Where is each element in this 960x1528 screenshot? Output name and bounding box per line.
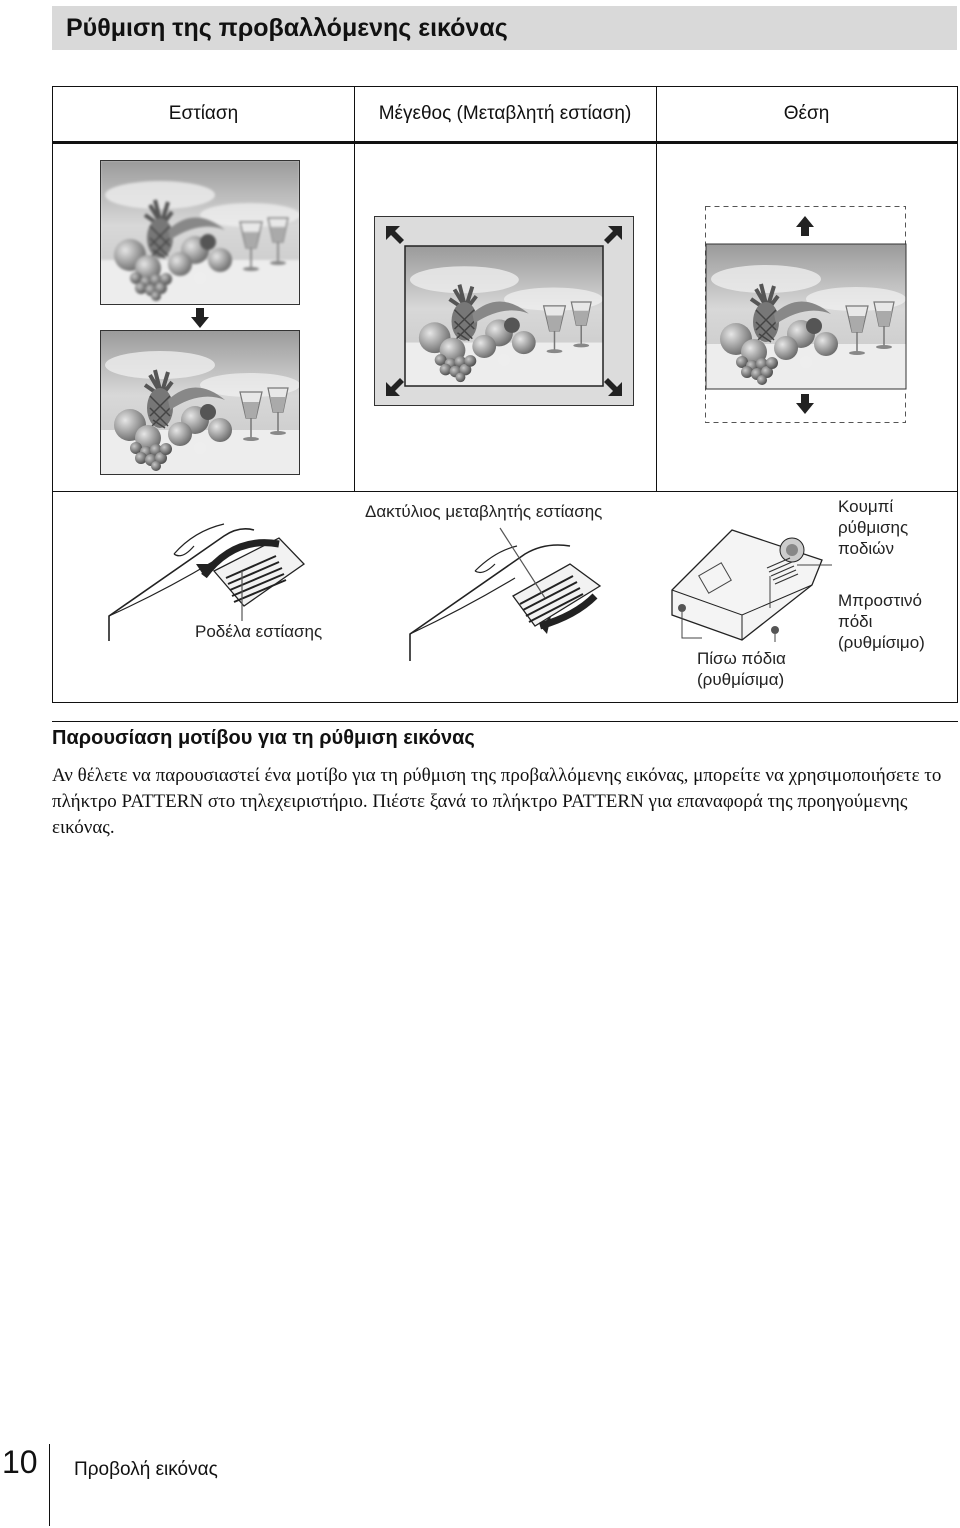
page-number: 10 <box>2 1444 38 1480</box>
position-photo <box>705 206 907 424</box>
row-divider <box>53 491 957 492</box>
zoom-ring-illustration <box>405 516 620 666</box>
column-header-focus: Εστίαση <box>53 87 354 144</box>
arrow-down-icon <box>796 394 814 414</box>
foot-button-label: Κουμπί ρύθμισης ποδιών <box>838 497 909 558</box>
blurry-photo <box>100 160 300 305</box>
arrow-up-icon <box>796 216 814 236</box>
rear-feet-label: Πίσω πόδια (ρυθμίσιμα) <box>697 649 786 689</box>
focus-ring-label: Ροδέλα εστίασης <box>195 622 323 641</box>
zoom-photo <box>374 216 634 406</box>
footer-section-name: Προβολή εικόνας <box>74 1459 218 1480</box>
section-body: Αν θέλετε να παρουσιαστεί ένα μοτίβο για τη ρύθμιση της προβαλλόμενης εικόνας, μπορείτε να χρησιμοποιήσετε το πλήκτρο PATTERN στο τηλεχειριστήριο. Πιέστε ξανά το πλήκτρο PATTERN για επαναφορά της προηγούμενης εικόνας. <box>52 765 942 838</box>
column-divider <box>354 87 355 491</box>
column-divider <box>656 87 657 491</box>
zoom-ring-label: Δακτύλιος μεταβλητής εστίασης <box>365 502 603 521</box>
projector-illustration <box>662 520 832 645</box>
section-title: Παρουσίαση μοτίβου για τη ρύθμιση εικόνας <box>52 727 475 749</box>
front-foot-label: Μπροστινό πόδι (ρυθμίσιμο) <box>838 591 925 652</box>
section-divider <box>52 721 958 722</box>
column-header-zoom: Μέγεθος (Μεταβλητή εστίαση) <box>354 87 656 144</box>
focused-photo <box>100 330 300 475</box>
footer-divider <box>49 1444 50 1526</box>
page-title: Ρύθμιση της προβαλλόμενης εικόνας <box>52 6 957 50</box>
column-header-position: Θέση <box>656 87 957 144</box>
arrow-down-icon <box>191 308 209 328</box>
